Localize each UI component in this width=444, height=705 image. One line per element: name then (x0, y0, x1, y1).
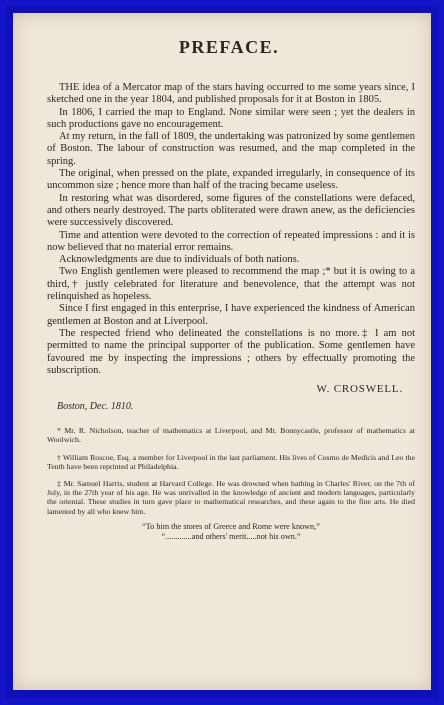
footnote-3: ‡ Mr. Samuel Harris, student at Harvard College. He was drowned when bathing in Charles' River, on the 7th of July, in the 27th year of his age. He was unrivalled in the knowledge of ancient and modern languages, particularly the oriental. These studies in turn gave place to mathematical researches, and these again to the fine arts. He died lamented by all who knew him. (47, 478, 415, 516)
footnotes (47, 426, 415, 516)
paragraph-7: Acknowledgments are due to individuals of both nations. (59, 254, 300, 266)
paragraph-8: Two English gentlemen were pleased to recommend the map ;* but it is owing to a third,† justly celebrated for literature and benevolence, that the attempt was not relinquished as hopeless. (47, 266, 415, 303)
paragraph-1: THE idea of a Mercator map of the stars having occurred to me some years since, I sketched one in the year 1804, and published proposals for it at Boston in 1805. (47, 82, 415, 106)
paragraph-6: Time and attention were devoted to the correction of repeated impressions : and it is now believed that no material error remains. (47, 229, 415, 253)
author-signature: W. CROSWELL. (316, 383, 403, 396)
paragraph-9: Since I first engaged in this enterprise, I have experienced the kindness of American gentlemen at Boston and at Liverpool. (47, 303, 415, 327)
closing-quote (47, 522, 415, 542)
footnote-1: * Mr. R. Nicholson, teacher of mathematics at Liverpool, and Mr. Bonnycastle, professor of mathematics at Woolwich. (47, 426, 415, 445)
quote-line-2: “.............and others' merit.....not his own.” (161, 531, 301, 541)
paragraph-10: The respected friend who delineated the constellations is no more.‡ I am not permitted to name the principal supporter of the publication. Some gentlemen have favoured me by inspecting the impressions ; others by effectually promoting the subscription. (47, 327, 415, 376)
footnote-2: † William Roscoe, Esq. a member for Liverpool in the last parliament. His lives of Cosmo de Medicis and Leo the Tenth have been reprinted at Philadelphia. (47, 452, 415, 471)
preface-body (47, 82, 415, 377)
dateline: Boston, Dec. 1810. (57, 401, 134, 413)
paragraph-4: The original, when pressed on the plate, expanded irregularly, in consequence of its uncommon size ; hence more than half of the tracing became useless. (47, 168, 415, 192)
page-title: PREFACE. (178, 37, 280, 57)
paragraph-5: In restoring what was disordered, some figures of the constellations were defaced, and others nearly destroyed. The parts obliterated were drawn anew, as the deficiencies were successively discovered. (47, 192, 415, 229)
paragraph-2: In 1806, I carried the map to England. None similar were seen ; yet the dealers in such productions gave no encouragement. (47, 106, 415, 130)
paragraph-3: At my return, in the fall of 1809, the undertaking was patronized by some gentlemen of Boston. The labour of construction was resumed, and the map completed in the spring. (47, 131, 415, 167)
document-page (13, 13, 431, 690)
quote-line-1: “To him the stores of Greece and Rome were known,” (142, 521, 320, 531)
